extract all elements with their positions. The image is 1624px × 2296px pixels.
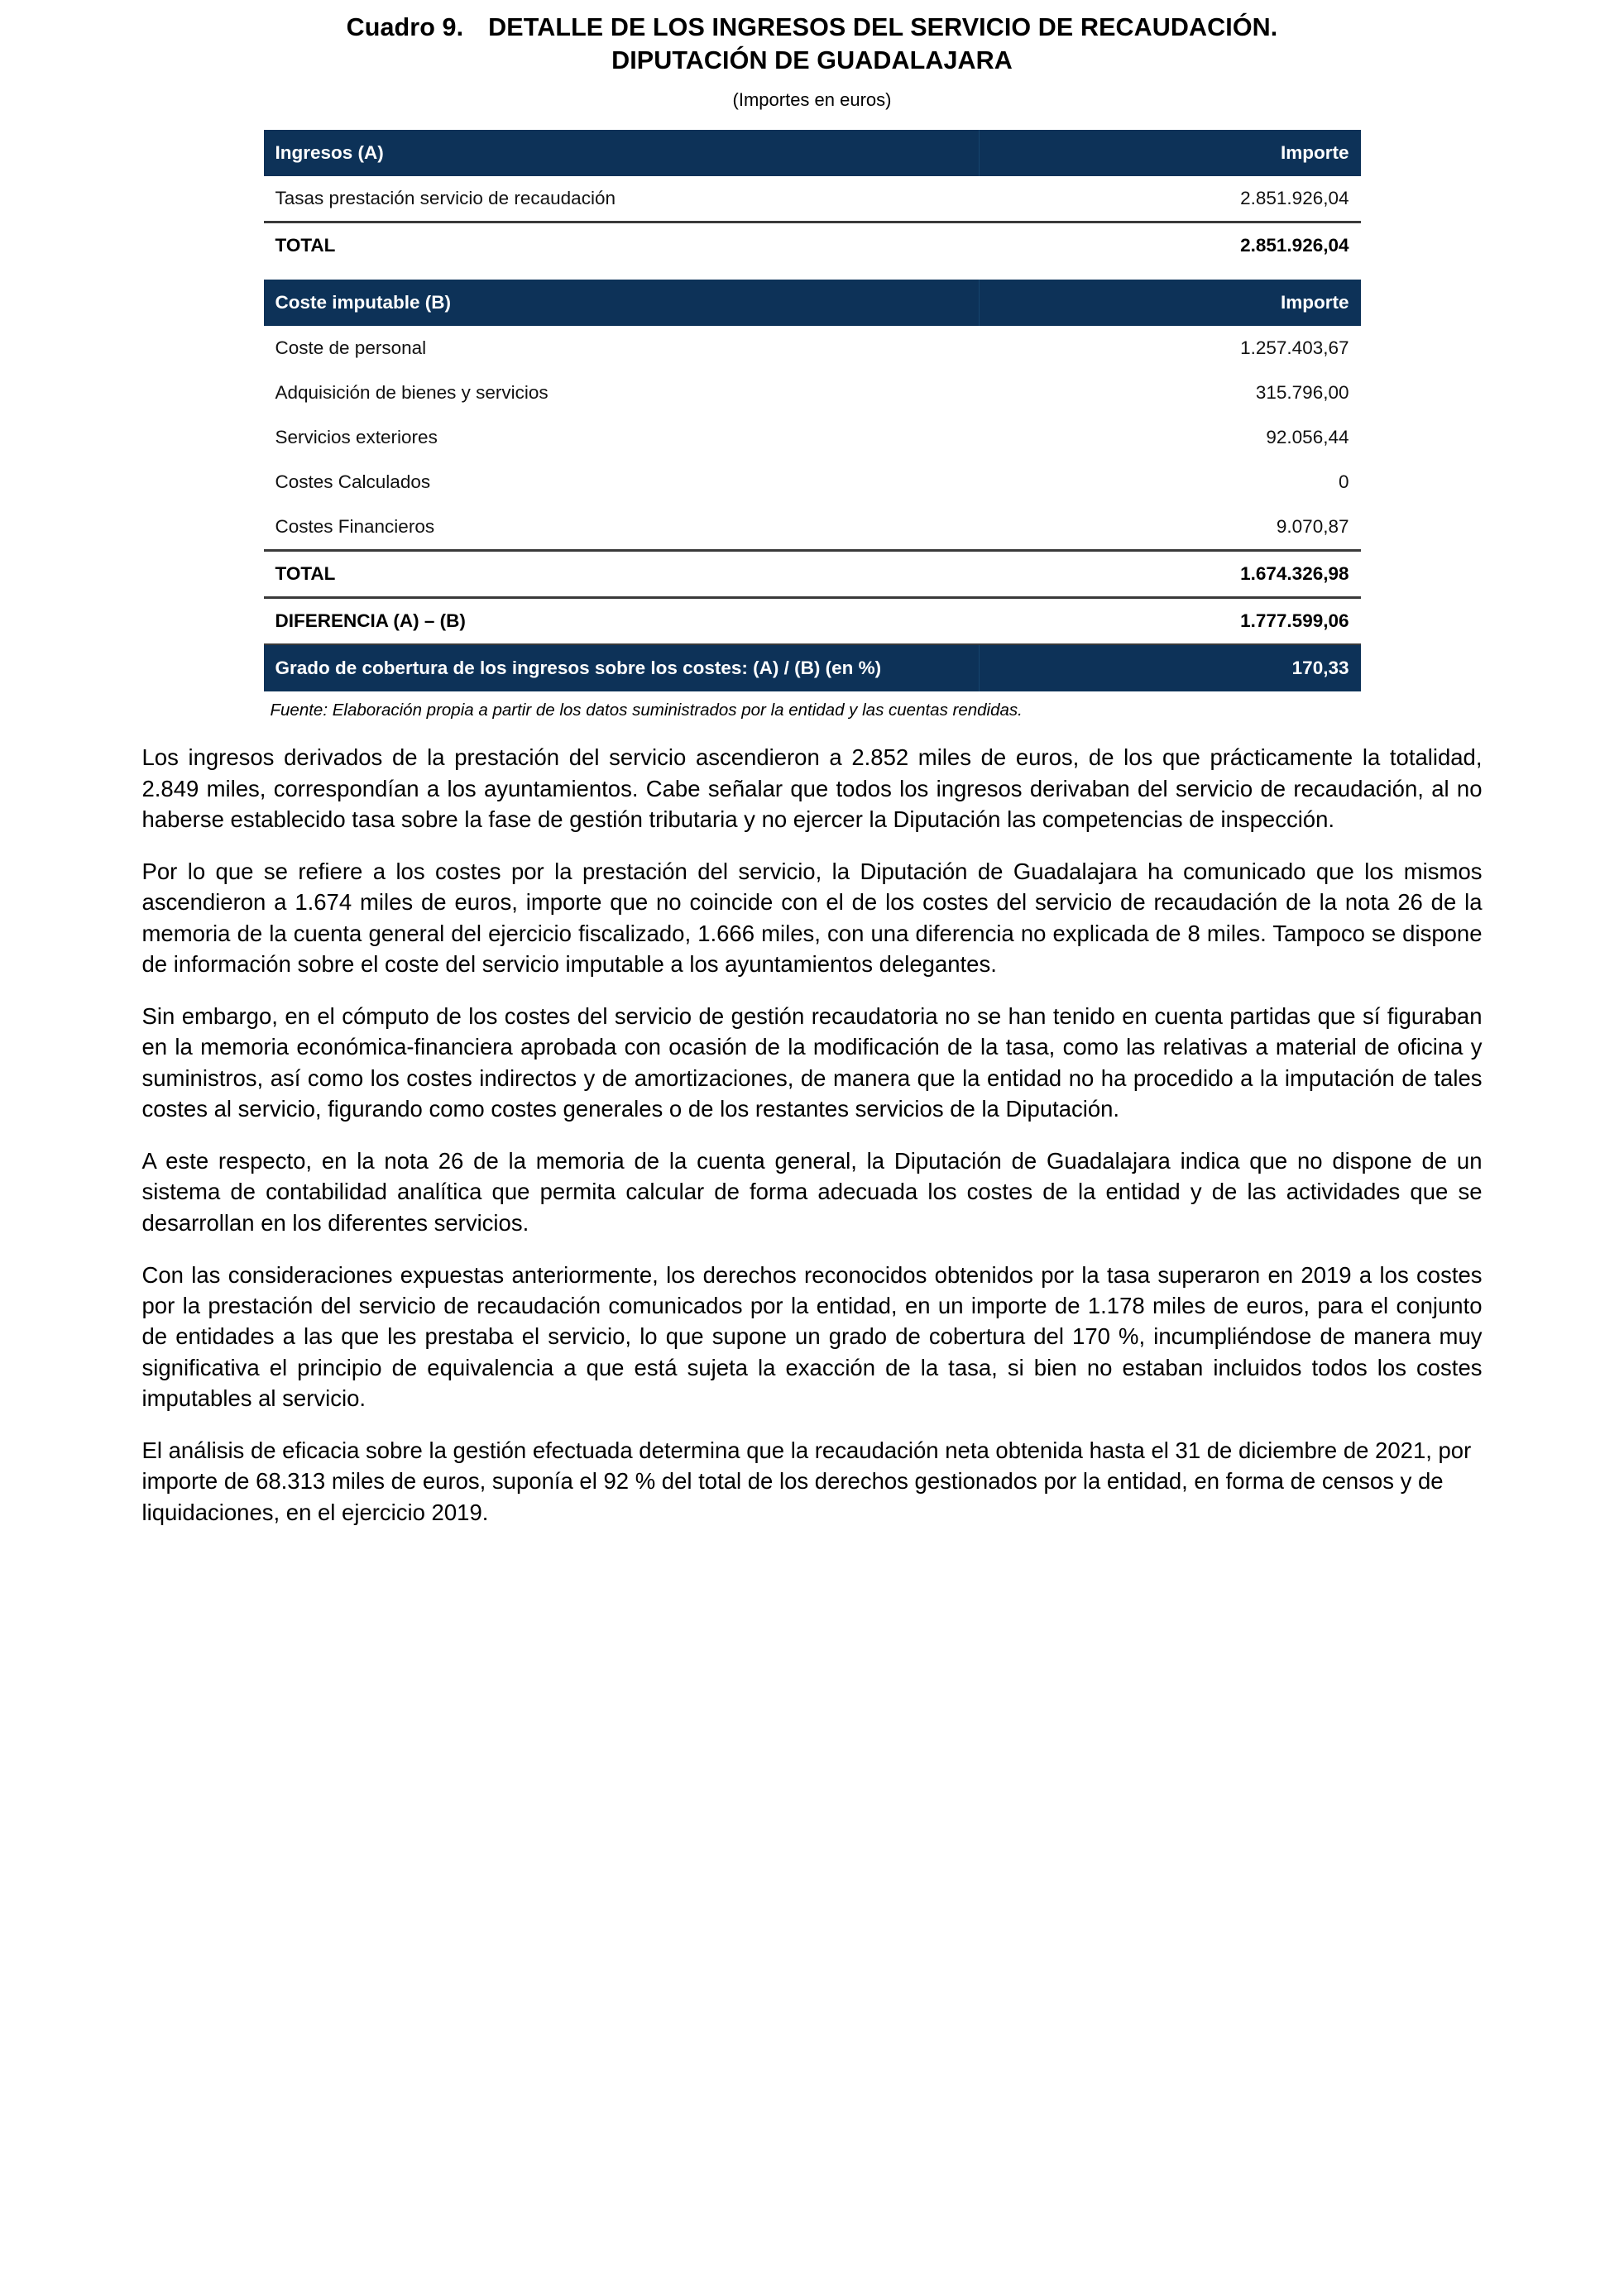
- coverage-value: 170,33: [980, 644, 1361, 691]
- coverage-label: Grado de cobertura de los ingresos sobre los costes: (A) / (B) (en %): [264, 644, 980, 691]
- table-title-line-2: DIPUTACIÓN DE GUADALAJARA: [611, 45, 1013, 74]
- section-a-header-label: Ingresos (A): [264, 130, 980, 176]
- section-b-total-row: [264, 550, 1361, 597]
- table-title-main: DETALLE DE LOS INGRESOS DEL SERVICIO DE RECAUDACIÓN.: [488, 13, 1278, 41]
- paragraph: Con las consideraciones expuestas anteriormente, los derechos reconocidos obtenidos por la tasa superaron en 2019 a los costes por la prestación del servicio de recaudación comunicados por la entidad, en un importe de 1.178 miles de euros, para el conjunto de entidades a las que les prestaba el servicio, lo que supone un grado de cobertura del 170 %, incumpliéndose de manera muy significativa el principio de equivalencia a que está sujeta la exacción de la tasa, si bien no estaban incluidos todos los costes imputables al servicio.: [141, 1261, 1483, 1411]
- table-row: [264, 460, 1361, 505]
- body-text: [142, 720, 1483, 1528]
- row-value: 9.070,87: [1276, 515, 1349, 537]
- table-row: [264, 415, 1361, 460]
- row-label: Servicios exteriores: [275, 426, 438, 447]
- row-label: Coste de personal: [275, 337, 427, 358]
- table-units-note: (Importes en euros): [732, 89, 892, 111]
- coverage-row: [264, 644, 1361, 691]
- difference-label: DIFERENCIA (A) – (B): [264, 597, 980, 644]
- row-value: 0: [1338, 471, 1349, 492]
- detail-table-wrapper: [264, 130, 1361, 691]
- row-value: 315.796,00: [1255, 381, 1349, 403]
- table-source-note: Fuente: Elaboración propia a partir de los datos suministrados por la entidad y las cuentas rendidas.: [270, 700, 1023, 720]
- row-label: Tasas prestación servicio de recaudación: [275, 187, 616, 208]
- section-a-total-label: TOTAL: [264, 222, 980, 268]
- paragraph: Los ingresos derivados de la prestación del servicio ascendieron a 2.852 miles de euros, de los que prácticamente la totalidad, 2.849 miles, correspondían a los ayuntamientos. Cabe señalar que todos los ingresos derivaban del servicio de recaudación, al no haberse establecido tasa sobre la fase de gestión tributaria y no ejercer la Diputación las competencias de inspección.: [141, 744, 1483, 832]
- paragraph: Por lo que se refiere a los costes por la prestación del servicio, la Diputación de Guadalajara ha comunicado que los mismos ascendieron a 1.674 miles de euros, importe que no coincide con el de los costes del servicio de recaudación de la nota 26 de la memoria de la cuenta general del ejercicio fiscalizado, 1.666 miles, con una diferencia no explicada de 8 miles. Tampoco se dispone de información sobre el coste del servicio imputable a los ayuntamientos delegantes.: [141, 859, 1483, 977]
- section-b-header-value: Importe: [980, 280, 1361, 326]
- paragraph: A este respecto, en la nota 26 de la memoria de la cuenta general, la Diputación de Guadalajara indica que no dispone de un sistema de contabilidad analítica que permita calcular de forma adecuada los costes de la entidad y de las actividades que se desarrollan en los diferentes servicios.: [141, 1148, 1483, 1236]
- section-b-header-label: Coste imputable (B): [264, 280, 980, 326]
- section-a-total-row: [264, 222, 1361, 268]
- row-value: 92.056,44: [1266, 426, 1349, 447]
- row-label: Costes Financieros: [275, 515, 435, 537]
- row-value: 1.257.403,67: [1240, 337, 1349, 358]
- section-spacer: [264, 268, 1361, 280]
- difference-value: 1.777.599,06: [980, 597, 1361, 644]
- section-a-total-value: 2.851.926,04: [980, 222, 1361, 268]
- table-row: [264, 326, 1361, 371]
- section-a-header-value: Importe: [980, 130, 1361, 176]
- table-row: [264, 176, 1361, 222]
- row-label: Costes Calculados: [275, 471, 431, 492]
- difference-row: [264, 597, 1361, 644]
- recaudacion-detail-table: [264, 130, 1361, 691]
- cuadro-label: Cuadro 9.: [346, 13, 464, 41]
- table-row: [264, 371, 1361, 415]
- table-title-line-1: [225, 12, 1400, 45]
- section-a-header-row: [264, 130, 1361, 176]
- row-label: Adquisición de bienes y servicios: [275, 381, 549, 403]
- paragraph: Sin embargo, en el cómputo de los costes del servicio de gestión recaudatoria no se han tenido en cuenta partidas que sí figuraban en la memoria económica-financiera aprobada con ocasión de la modificación de la tasa, como las relativas a material de oficina y suministros, así como los costes indirectos y de amortizaciones, de manera que la entidad no ha procedido a la imputación de tales costes al servicio, figurando como costes generales o de los restantes servicios de la Diputación.: [141, 1003, 1483, 1122]
- table-row: [264, 505, 1361, 551]
- section-b-total-label: TOTAL: [264, 550, 980, 597]
- section-b-header-row: [264, 280, 1361, 326]
- paragraph: El análisis de eficacia sobre la gestión efectuada determina que la recaudación neta obtenida hasta el 31 de diciembre de 2021, por importe de 68.313 miles de euros, suponía el 92 % del total de los derechos gestionados por la entidad, en forma de censos y de liquidaciones, en el ejercicio 2019.: [141, 1437, 1472, 1525]
- table-title-block: [225, 0, 1400, 112]
- section-b-total-value: 1.674.326,98: [980, 550, 1361, 597]
- row-value: 2.851.926,04: [1240, 187, 1349, 208]
